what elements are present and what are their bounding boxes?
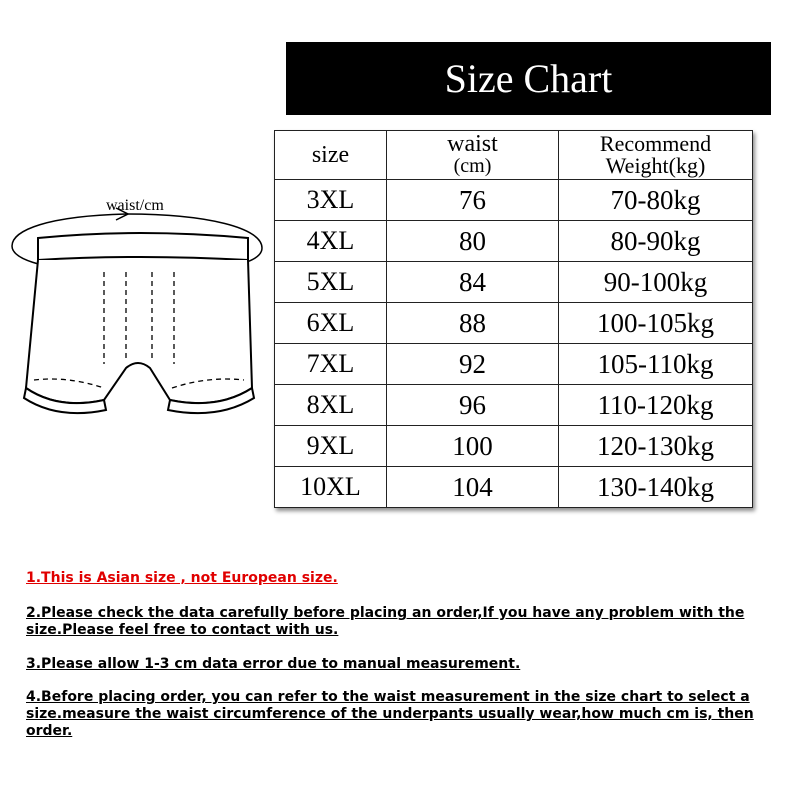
table-row — [275, 467, 753, 508]
size-cell: 8XL — [275, 385, 387, 426]
notes-section — [26, 570, 796, 739]
waist-cell: 92 — [387, 344, 559, 385]
size-table — [274, 130, 753, 508]
weight-header-line1: Recommend — [599, 131, 712, 156]
size-cell: 7XL — [275, 344, 387, 385]
table-header-row — [275, 131, 753, 180]
column-header-waist — [387, 131, 559, 180]
weight-cell: 120-130kg — [559, 426, 753, 467]
size-chart-banner — [286, 42, 771, 115]
size-cell: 6XL — [275, 303, 387, 344]
boxer-briefs-icon — [8, 188, 270, 438]
briefs-body — [26, 260, 252, 403]
waist-label: waist/cm — [106, 197, 164, 214]
note-check-data: 2.Please check the data carefully before placing an order,If you have any problem with the size.Please feel free to contact with us. — [26, 605, 745, 638]
page-title: Size Chart — [444, 56, 613, 101]
size-cell: 4XL — [275, 221, 387, 262]
weight-cell: 110-120kg — [559, 385, 753, 426]
note-measurement-error: 3.Please allow 1-3 cm data error due to manual measurement. — [26, 656, 521, 672]
waistband — [38, 233, 248, 260]
size-cell: 3XL — [275, 180, 387, 221]
column-header-weight — [559, 131, 753, 180]
waist-cell: 88 — [387, 303, 559, 344]
table-row — [275, 344, 753, 385]
weight-cell: 130-140kg — [559, 467, 753, 508]
size-cell: 9XL — [275, 426, 387, 467]
table-row — [275, 385, 753, 426]
table-row — [275, 180, 753, 221]
note-asian-size: 1.This is Asian size , not European size. — [26, 570, 338, 586]
waist-header-unit: (cm) — [453, 155, 492, 177]
weight-cell: 105-110kg — [559, 344, 753, 385]
weight-cell: 90-100kg — [559, 262, 753, 303]
waist-header-label: waist — [447, 131, 498, 157]
size-cell: 10XL — [275, 467, 387, 508]
size-cell: 5XL — [275, 262, 387, 303]
table-row — [275, 262, 753, 303]
weight-cell: 70-80kg — [559, 180, 753, 221]
waist-cell: 80 — [387, 221, 559, 262]
weight-cell: 100-105kg — [559, 303, 753, 344]
weight-cell: 80-90kg — [559, 221, 753, 262]
waist-cell: 100 — [387, 426, 559, 467]
boxer-briefs-illustration — [8, 188, 270, 438]
waist-cell: 96 — [387, 385, 559, 426]
waist-cell: 104 — [387, 467, 559, 508]
note-how-to-measure: 4.Before placing order, you can refer to the waist measurement in the size chart to select a size.measure the waist circumference of the underpants usually wear,how much cm is, then order. — [26, 689, 754, 739]
weight-header-line2: Weight(kg) — [605, 153, 706, 178]
waist-cell: 76 — [387, 180, 559, 221]
table-row — [275, 303, 753, 344]
table-row — [275, 221, 753, 262]
waist-cell: 84 — [387, 262, 559, 303]
table-row — [275, 426, 753, 467]
column-header-size: size — [275, 131, 387, 180]
